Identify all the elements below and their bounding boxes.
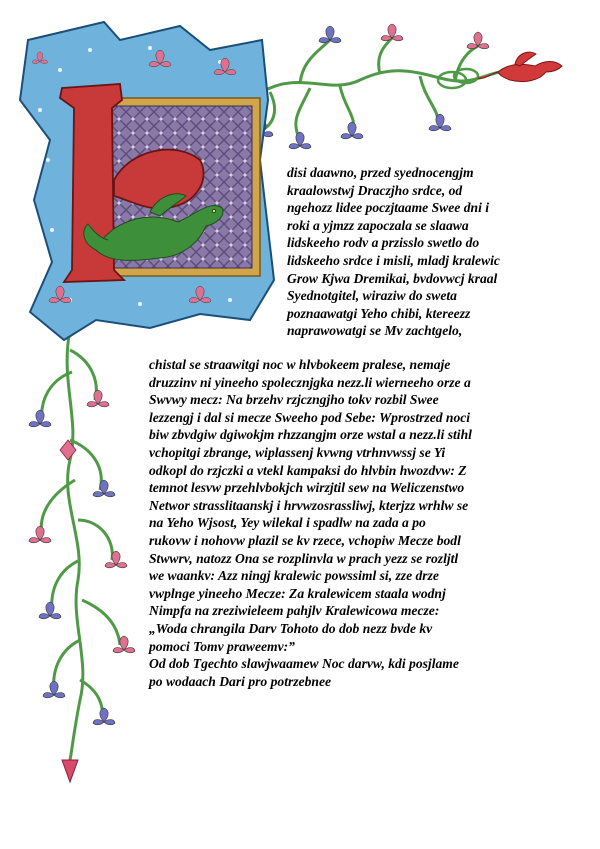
text-line: poznaawatgi Yeho chibi, ktereezz <box>287 305 471 321</box>
text-line: druzzinv ni yineeho spolecznjgka nezz.li wierneeho orze a <box>149 374 471 390</box>
text-line: na Yeho Wjsost, Yey wilekal i spadlw na zada a po <box>149 515 426 531</box>
text-line: naprawowatgi se Mv zachtgelo, <box>287 323 463 339</box>
text-line: lezzengj i dal si mecze Sweeho pod Sebe: Wprostrzed noci <box>149 409 471 425</box>
text-line: po wodaach Dari pro potrzebnee <box>149 673 332 689</box>
text-line: Swvwy mecz: Na brzehv rzjczngjho tokv rozbil Swee <box>149 392 439 408</box>
text-line: vwplnge yineeho Mecze: Za kralewicem staala wodnj <box>149 585 446 601</box>
text-line: pomoci Tomv praweemv:” <box>149 638 295 654</box>
vine-arrow-icon <box>62 760 78 782</box>
text-line: Grow Kjwa Dremikai, bvdovwcj kraal <box>287 270 498 286</box>
text-line: temnot lesvw przehlvbokjch wirzjtil sew na Weliczenstwo <box>149 480 465 496</box>
red-dragon-icon <box>478 52 562 81</box>
text-line: odkopl do rzjczki a vtekl kampaksi do hlvbin hwozdvw: Z <box>149 462 467 478</box>
text-line: biw zbvdgiw dgiwokjm rhzzangjm orze wstal a nezz.li stihl <box>149 427 472 443</box>
text-line: ngehozz lidee poczjtaame Swee dni i <box>287 200 490 216</box>
text-line: vchopitgi zbrange, wiplassenj kvwng vtrhnvwssj se Yi <box>149 444 446 460</box>
text-line: rukovw i nohovw plazil se kv rzece, vchopiw Mecze bodl <box>149 532 461 548</box>
flower-icons-top <box>251 24 489 149</box>
text-line: Stwwrv, natozz Ona se rozplinvla w prach yezz se rozljtl <box>149 550 459 566</box>
text-line: roki a yjmzz zapoczala se slaawa <box>287 217 469 233</box>
vine-border-top <box>262 38 500 140</box>
text-line: kraalowstwj Draczjho srdce, od <box>287 182 463 198</box>
text-line: Nimpfa na zreziwieleem pahjlv Kralewicowa mecze: <box>149 603 440 619</box>
illuminated-initial <box>20 22 274 340</box>
text-line: Syednotgitel, wiraziw do sweta <box>287 288 457 304</box>
text-line: lidskeeho srdce i misli, mladj kralewic <box>287 252 500 268</box>
text-line: Od dob Tgechto slawjwaamew Noc darvw, kdi posjlame <box>149 656 459 672</box>
text-beside-initial <box>287 164 500 340</box>
text-line: chistal se straawitgi noc w hlvbokeem pralese, nemaje <box>149 357 451 372</box>
text-line: lidskeeho rodv a przisslo swetlo do <box>287 235 480 251</box>
text-line: we waankv: Azz ningj kralewic powssiml si, zze drze <box>149 568 439 584</box>
text-line: disi daawno, przed syednocengjm <box>287 165 474 180</box>
text-line: „Woda chrangila Darv Tohoto do dob nezz bvde kv <box>149 620 433 636</box>
text-line: Networ strasslitaanskj i hrvwzosrassliwj, kterjzz wrhlw se <box>149 497 469 513</box>
text-main-body <box>149 356 472 690</box>
